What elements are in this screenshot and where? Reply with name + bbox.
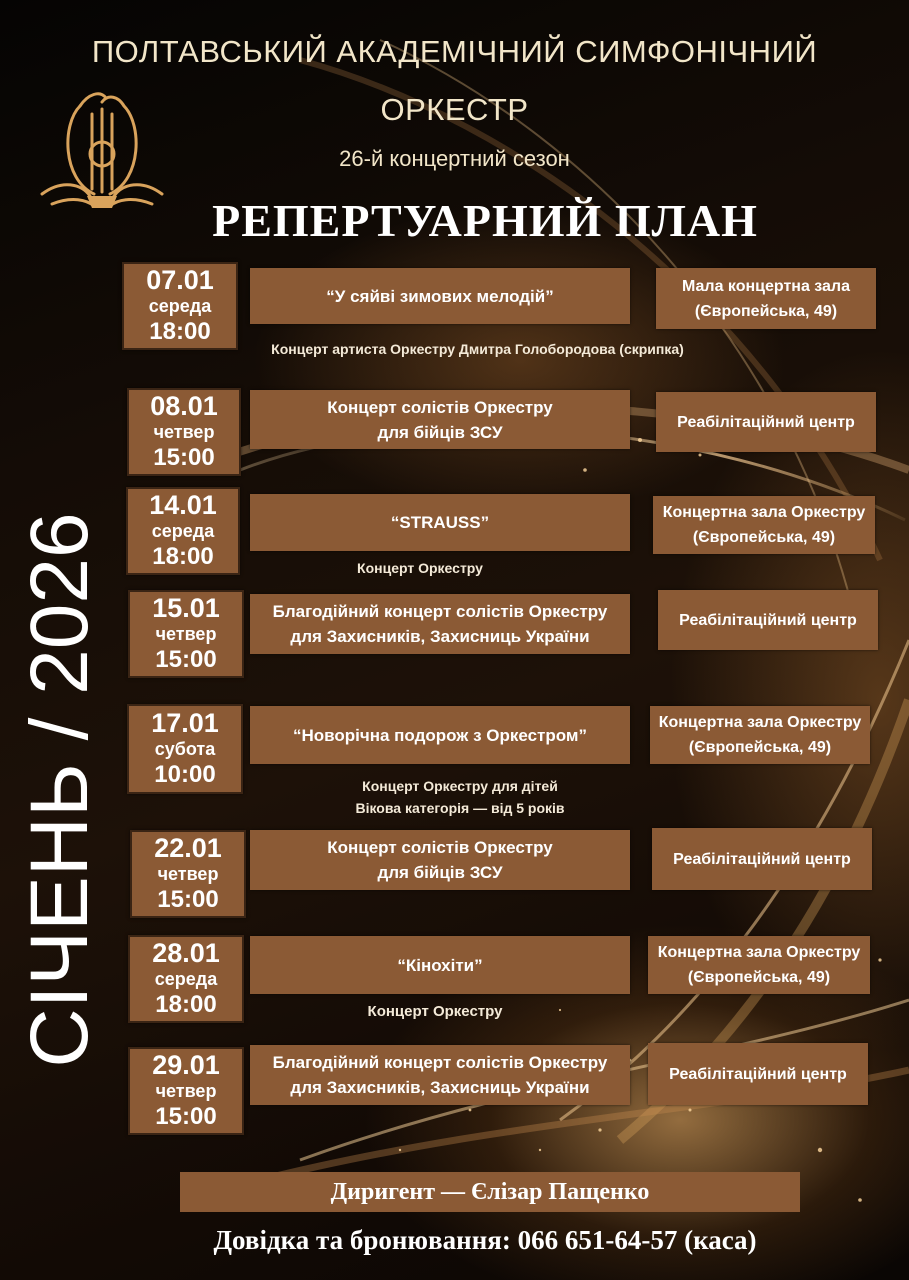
- event-date: 14.01: [149, 490, 217, 520]
- event-venue-line: Мала концертна зала: [681, 277, 850, 295]
- event-venue-line: Реабілітаційний центр: [669, 1065, 847, 1083]
- event-venue-line: Реабілітаційний центр: [673, 850, 851, 868]
- event-time: 18:00: [152, 543, 214, 570]
- event-venue-line: Реабілітаційний центр: [679, 611, 857, 629]
- event-venue-box: [656, 268, 876, 329]
- event-time: 10:00: [154, 761, 216, 788]
- event-venue-line: Концертна зала Оркестру: [657, 944, 861, 961]
- event-title-box: [250, 830, 630, 890]
- event-date: 29.01: [152, 1050, 220, 1080]
- event-venue-line: Реабілітаційний центр: [677, 413, 855, 431]
- event-date-box: [127, 388, 241, 476]
- event-venue-line: (Європейська, 49): [694, 302, 838, 320]
- event-note-line: Вікова категорія — від 5 років: [355, 800, 565, 816]
- event-venue-line: Концертна зала Оркестру: [658, 714, 862, 731]
- event-title-box: [250, 268, 630, 324]
- event-title-line: “У сяйві зимових мелодій”: [326, 286, 554, 306]
- event-time: 18:00: [155, 991, 217, 1018]
- repertoire-plan-title: РЕПЕРТУАРНИЙ ПЛАН: [212, 195, 758, 246]
- orchestra-name-line1: ПОЛТАВСЬКИЙ АКАДЕМІЧНИЙ СИМФОНІЧНИЙ: [91, 34, 818, 69]
- event-weekday: четвер: [155, 1081, 217, 1101]
- event-venue-box: [658, 590, 878, 650]
- event-title-box: [250, 936, 630, 994]
- event-time: 15:00: [153, 444, 215, 471]
- event-title-line: Благодійний концерт солістів Оркестру: [272, 602, 608, 621]
- event-title-line: для бійців ЗСУ: [377, 863, 503, 882]
- event-venue-box: [652, 828, 872, 890]
- event-time: 15:00: [155, 1103, 217, 1130]
- event-venue-box: [656, 392, 876, 452]
- event-venue-line: (Європейська, 49): [692, 529, 836, 546]
- orchestra-name-line2: ОРКЕСТР: [380, 92, 529, 127]
- event-venue-line: (Європейська, 49): [687, 969, 831, 986]
- event-venue-line: Концертна зала Оркестру: [662, 504, 866, 521]
- event-weekday: четвер: [155, 624, 217, 644]
- event-time: 15:00: [157, 886, 219, 913]
- booking-contact: Довідка та бронювання: 066 651-64-57 (каса): [213, 1225, 757, 1255]
- event-date-box: [127, 704, 243, 794]
- conductor-banner: Диригент — Єлізар Пащенко: [180, 1172, 800, 1212]
- event-title-line: Благодійний концерт солістів Оркестру: [272, 1053, 608, 1072]
- event-date: 28.01: [152, 938, 220, 968]
- event-venue-box: [653, 496, 875, 554]
- event-title-line: “Новорічна подорож з Оркестром”: [292, 725, 588, 745]
- event-venue-box: [648, 936, 870, 994]
- event-title-line: “Кінохіти”: [397, 955, 483, 975]
- event-date: 22.01: [154, 833, 222, 863]
- event-time: 18:00: [149, 318, 211, 345]
- event-venue-box: [650, 706, 870, 764]
- event-date-box: [128, 935, 244, 1023]
- event-title-line: для Захисників, Захисниць України: [290, 627, 590, 646]
- event-venue-line: (Європейська, 49): [688, 739, 832, 756]
- season-label: 26-й концертний сезон: [339, 146, 570, 171]
- event-weekday: середа: [148, 296, 212, 316]
- event-title-line: “STRAUSS”: [390, 513, 490, 532]
- event-date: 08.01: [150, 391, 218, 421]
- event-title-box: [250, 494, 630, 551]
- event-note: Концерт артиста Оркестру Дмитра Голобородова (скрипка): [271, 341, 684, 357]
- event-date-box: [128, 590, 244, 678]
- event-time: 15:00: [155, 646, 217, 673]
- event-date-box: [122, 262, 238, 350]
- event-title-box: [250, 1045, 630, 1105]
- event-venue-box: [648, 1043, 868, 1105]
- event-weekday: субота: [154, 739, 216, 759]
- event-note: Концерт Оркестру: [357, 560, 483, 576]
- event-date: 17.01: [151, 708, 219, 738]
- event-title-line: для Захисників, Захисниць України: [290, 1078, 590, 1097]
- event-title-line: Концерт солістів Оркестру: [327, 397, 553, 417]
- event-weekday: середа: [154, 969, 218, 989]
- month-year-label: СІЧЕНЬ / 2026: [14, 512, 105, 1068]
- event-title-box: [250, 706, 630, 764]
- event-title-box: [250, 390, 630, 449]
- event-date: 15.01: [152, 593, 220, 623]
- event-date-box: [130, 830, 246, 918]
- event-title-line: для бійців ЗСУ: [377, 422, 503, 442]
- event-note-line: Концерт Оркестру для дітей: [362, 778, 558, 794]
- event-date-box: [128, 1047, 244, 1135]
- event-weekday: четвер: [153, 422, 215, 442]
- event-weekday: середа: [151, 521, 215, 541]
- event-note: [300, 775, 620, 819]
- event-date-box: [126, 487, 240, 575]
- event-weekday: четвер: [157, 864, 219, 884]
- event-note: Концерт Оркестру: [367, 1003, 503, 1020]
- event-date: 07.01: [146, 265, 214, 295]
- event-title-line: Концерт солістів Оркестру: [327, 838, 553, 857]
- event-title-box: [250, 594, 630, 654]
